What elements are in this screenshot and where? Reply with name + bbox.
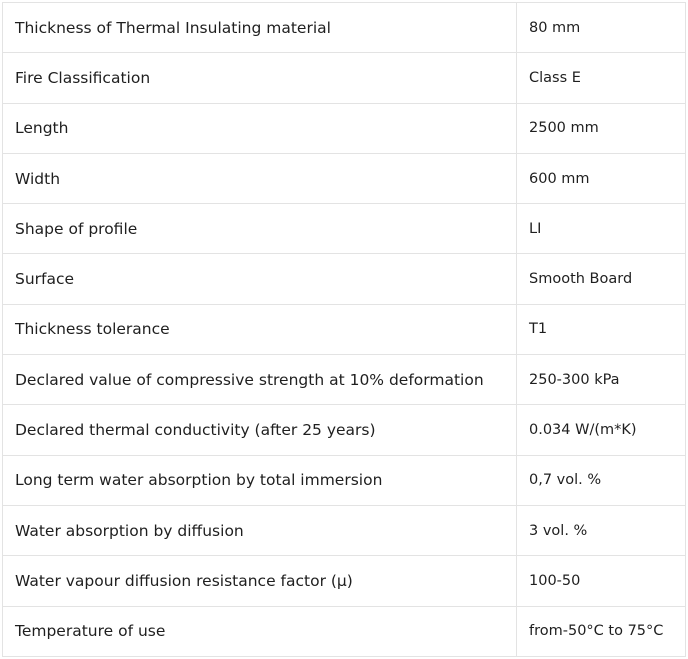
- table-row: [3, 556, 686, 606]
- table-row: [3, 204, 686, 254]
- table-row: [3, 606, 686, 656]
- table-row: [3, 53, 686, 103]
- table-row: [3, 355, 686, 405]
- table-row: [3, 455, 686, 505]
- row-value: 0,7 vol. %: [517, 455, 686, 505]
- table-row: [3, 254, 686, 304]
- row-value: 2500 mm: [517, 103, 686, 153]
- row-label: Surface: [3, 254, 517, 304]
- row-label: Water vapour diffusion resistance factor (μ): [3, 556, 517, 606]
- row-label: Thickness of Thermal Insulating material: [3, 3, 517, 53]
- row-label: Fire Classification: [3, 53, 517, 103]
- row-label: Thickness tolerance: [3, 304, 517, 354]
- row-value: 250-300 kPa: [517, 355, 686, 405]
- specifications-table-body: [3, 3, 686, 657]
- table-row: [3, 153, 686, 203]
- specifications-table: [2, 2, 686, 657]
- table-row: [3, 3, 686, 53]
- table-row: [3, 304, 686, 354]
- table-row: [3, 103, 686, 153]
- row-label: Declared thermal conductivity (after 25 years): [3, 405, 517, 455]
- row-label: Water absorption by diffusion: [3, 505, 517, 555]
- row-label: Long term water absorption by total immersion: [3, 455, 517, 505]
- row-value: 80 mm: [517, 3, 686, 53]
- row-label: Temperature of use: [3, 606, 517, 656]
- table-row: [3, 505, 686, 555]
- row-value: Smooth Board: [517, 254, 686, 304]
- table-row: [3, 405, 686, 455]
- row-value: from-50°C to 75°C: [517, 606, 686, 656]
- row-value: 0.034 W/(m*K): [517, 405, 686, 455]
- row-value: LI: [517, 204, 686, 254]
- row-value: T1: [517, 304, 686, 354]
- row-label: Shape of profile: [3, 204, 517, 254]
- row-label: Width: [3, 153, 517, 203]
- row-label: Declared value of compressive strength at 10% deformation: [3, 355, 517, 405]
- row-value: 100-50: [517, 556, 686, 606]
- row-value: Class E: [517, 53, 686, 103]
- row-value: 3 vol. %: [517, 505, 686, 555]
- row-value: 600 mm: [517, 153, 686, 203]
- row-label: Length: [3, 103, 517, 153]
